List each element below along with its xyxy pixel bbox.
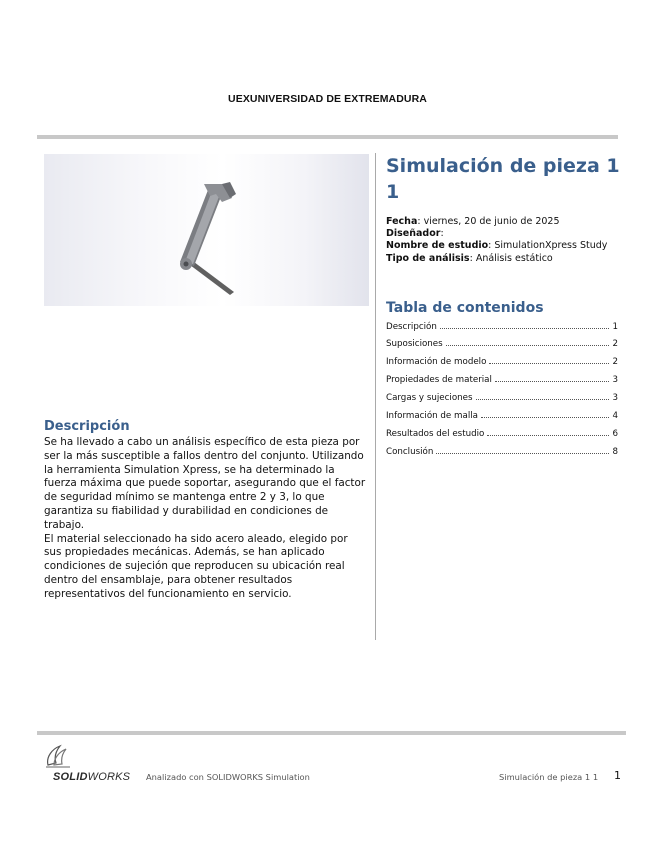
toc-item-suposiciones[interactable]: Suposiciones 2 [386,339,618,349]
part-render-svg [44,154,369,306]
part-shadow [190,262,234,295]
description-paragraph: El material seleccionado ha sido acero aleado, elegido por sus propiedades mecánicas. Además, se han aplicado condiciones de sujeción que reproducen su ubicación real dentro del ensamblaje, para obtener resultados representativos del funcionamiento en servicio. [44,532,348,600]
footer-analyzed-with: Analizado con SOLIDWORKS Simulation [146,772,310,782]
meta-analysis-type: Tipo de análisis: Análisis estático [386,253,553,264]
meta-designer: Diseñador: [386,228,444,239]
toc-item-informacion-modelo[interactable]: Información de modelo 2 [386,357,618,367]
toc-item-conclusion[interactable]: Conclusión 8 [386,447,618,457]
ds-logo-icon [44,743,74,769]
solidworks-wordmark: SOLIDWORKS [53,771,131,783]
description-body [44,436,368,602]
description-title: Descripción [44,419,130,434]
description-paragraph: Se ha llevado a cabo un análisis específico de esta pieza por ser la más susceptible a fallos dentro del conjunto. Utilizando la herramienta Simulation Xpress, se ha determinado la fuerza máxima que puede soportar, asegurando que el factor de seguridad mínimo se mantenga entre 2 y 3, lo que garantiza su fiabilidad y durabilidad en condiciones de trabajo. [44,436,366,531]
toc-item-descripcion[interactable]: Descripción 1 [386,322,618,332]
toc-item-informacion-malla[interactable]: Información de malla 4 [386,411,618,421]
bottom-divider [37,731,626,735]
toc-item-propiedades-material[interactable]: Propiedades de material 3 [386,375,618,385]
page-number: 1 [614,769,621,782]
column-divider [375,153,376,640]
top-divider [37,135,618,139]
footer-document-name: Simulación de pieza 1 1 [499,772,599,782]
part-render-image [44,154,369,306]
toc-item-cargas-sujeciones[interactable]: Cargas y sujeciones 3 [386,393,618,403]
meta-date: Fecha: viernes, 20 de junio de 2025 [386,216,560,227]
organization-header: UEXUNIVERSIDAD DE EXTREMADURA [228,93,427,105]
meta-study-name: Nombre de estudio: SimulationXpress Study [386,240,608,251]
simulation-title: Simulación de pieza 1 1 [386,155,620,203]
toc-title: Tabla de contenidos [386,300,544,316]
toc-item-resultados-estudio[interactable]: Resultados del estudio 6 [386,429,618,439]
